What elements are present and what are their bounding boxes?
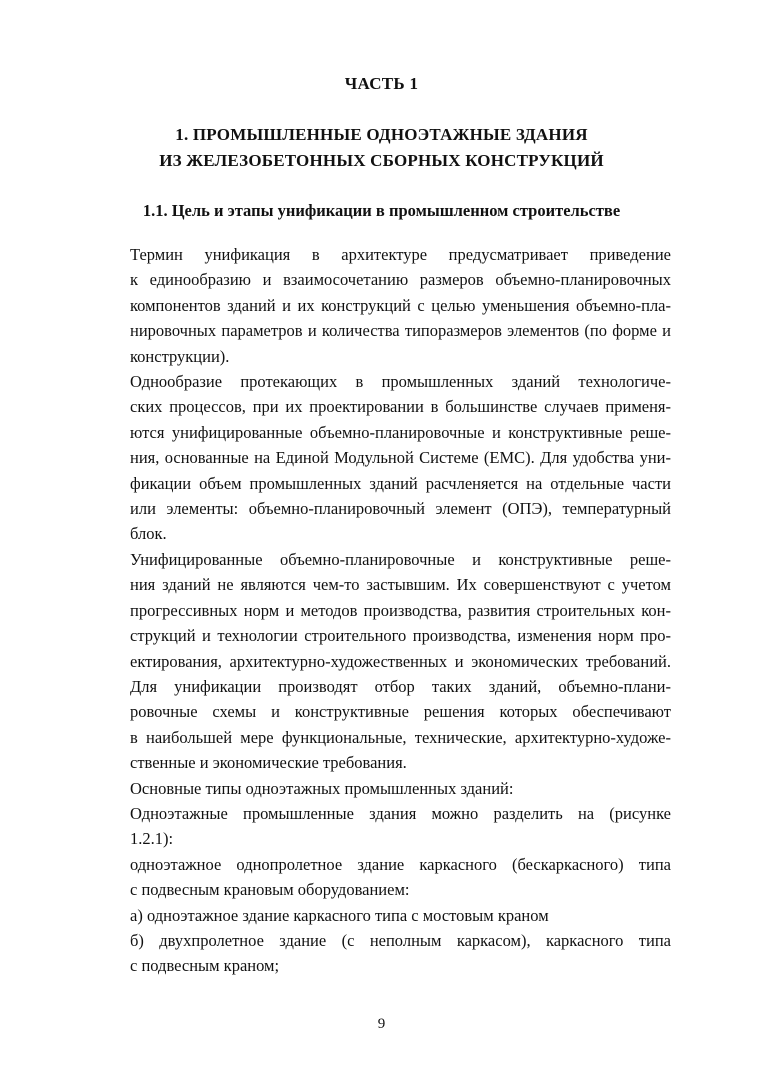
text-line: ственные и экономические требования. (130, 753, 407, 773)
paragraph (79, 928, 671, 979)
paragraph (79, 369, 671, 547)
text-line: ния зданий не являются чем-то застывшим. Их совершенствуют с учетом (130, 575, 671, 595)
text-line: в наибольшей мере функциональные, технические, архитектурно-художе- (130, 727, 671, 747)
text-line: нировочных параметров и количества типоразмеров элементов (по форме и (130, 321, 671, 341)
chapter-title (0, 122, 763, 174)
text-line: с подвесным крановым оборудованием: (130, 880, 410, 900)
text-line: Основные типы одноэтажных промышленных зданий: (130, 778, 514, 798)
chapter-title-line-2: ИЗ ЖЕЛЕЗОБЕТОННЫХ СБОРНЫХ КОНСТРУКЦИЙ (159, 151, 604, 170)
text-line: ются унифицированные объемно-планировочные и конструктивные реше- (130, 422, 671, 442)
text-line: Однообразие протекающих в промышленных зданий технологиче- (130, 372, 671, 392)
text-line: ектирования, архитектурно-художественных и экономических требований. (130, 651, 671, 671)
text-line: а) одноэтажное здание каркасного типа с мостовым краном (130, 905, 549, 925)
text-line: Одноэтажные промышленные здания можно разделить на (рисунке (130, 803, 671, 823)
text-line: прогрессивных норм и методов производства, развития строительных кон- (130, 600, 671, 620)
text-line: фикации объем промышленных зданий расчленяется на отдельные части (130, 473, 671, 493)
text-line: к единообразию и взаимосочетанию размеров объемно-планировочных (130, 270, 671, 290)
text-line: 1.2.1): (130, 829, 174, 849)
text-line: Термин унификация в архитектуре предусматривает приведение (130, 245, 671, 264)
paragraph (79, 801, 671, 852)
text-line: ния, основанные на Единой Модульной Системе (ЕМС). Для удобства уни- (130, 448, 671, 468)
text-line: ских процессов, при их проектировании в большинстве случаев применя- (130, 397, 671, 417)
page-number: 9 (377, 1016, 386, 1032)
text-line: с подвесным краном; (130, 956, 280, 976)
text-line: ровочные схемы и конструктивные решения которых обеспечивают (130, 702, 671, 722)
chapter-title-line-1: 1. ПРОМЫШЛЕННЫЕ ОДНОЭТАЖНЫЕ ЗДАНИЯ (175, 125, 588, 144)
text-line: Унифицированные объемно-планировочные и конструктивные реше- (130, 549, 671, 569)
body-text (79, 242, 671, 979)
text-line: Для унификации производят отбор таких зданий, объемно-плани- (130, 676, 671, 696)
part-title: ЧАСТЬ 1 (344, 74, 419, 93)
text-line: струкций и технологии строительного производства, изменения норм про- (130, 626, 671, 646)
section-title: 1.1. Цель и этапы унификации в промышленном строительстве (142, 201, 621, 220)
text-line: или элементы: объемно-планировочный элемент (ОПЭ), температурный (130, 499, 671, 519)
paragraph (79, 547, 671, 674)
paragraph (79, 242, 671, 369)
paragraph (79, 776, 671, 801)
paragraph (79, 903, 671, 928)
paragraph (79, 674, 671, 776)
text-line: б) двухпролетное здание (с неполным каркасом), каркасного типа (130, 930, 671, 950)
text-line: блок. (130, 524, 167, 544)
paragraph (79, 852, 671, 903)
text-line: конструкции). (130, 346, 230, 366)
text-line: одноэтажное однопролетное здание каркасного (бескаркасного) типа (130, 854, 671, 874)
text-line: компонентов зданий и их конструкций с целью уменьшения объемно-пла- (130, 295, 671, 315)
